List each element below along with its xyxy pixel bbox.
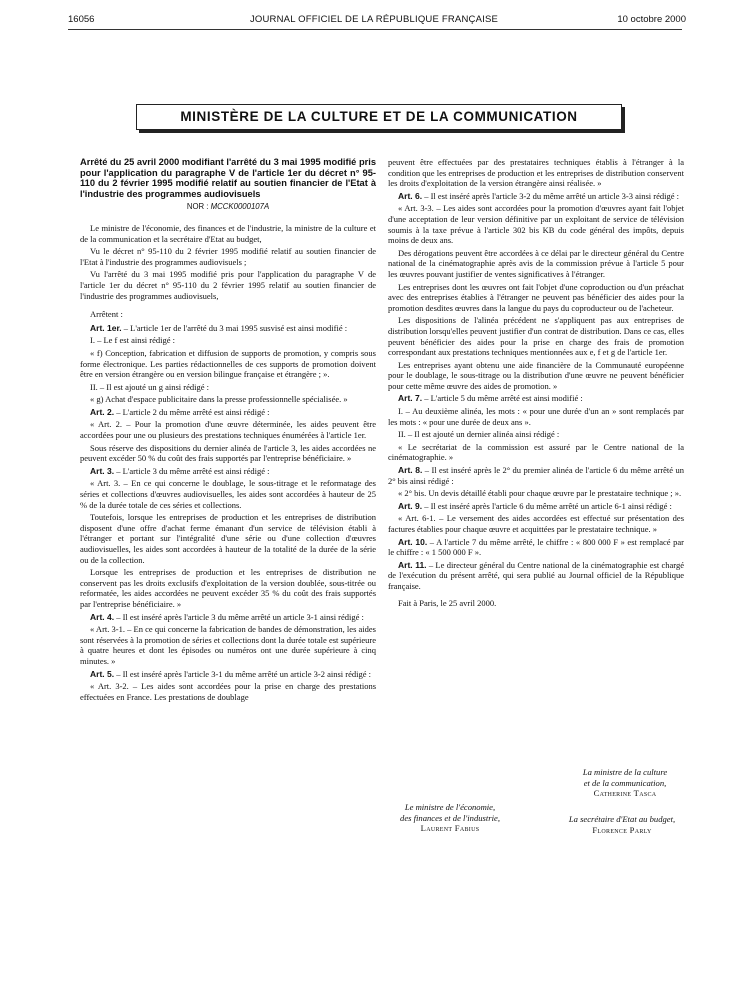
article-number: Art. 6. bbox=[398, 190, 423, 201]
signatory-role: des finances et de l'industrie, bbox=[400, 812, 500, 823]
signatory-name: Catherine Tasca bbox=[593, 788, 657, 799]
paragraph-text: – Il est inséré après l'article 3-2 du même arrêté un article 3-3 ainsi rédigé : bbox=[422, 190, 679, 201]
journal-title: JOURNAL OFFICIEL DE LA RÉPUBLIQUE FRANÇAISE bbox=[249, 14, 499, 25]
signatory-role: et de la communication, bbox=[583, 777, 667, 788]
article-number: Art. 3. bbox=[90, 465, 115, 476]
paragraph-text: – Il est inséré après l'article 6 du même arrêté un article 6-1 ainsi rédigé : bbox=[422, 500, 672, 511]
paragraph-text: Des dérogations peuvent être accordées à ce délai par le directeur général du Centre national de la cinématographie après avis de la commission prévue à l'article 5 pour les œuvres pouvant justifier de ventes significatives à l'étranger. bbox=[388, 247, 684, 279]
paragraph bbox=[80, 443, 376, 464]
paragraph-text: II. – Il est ajouté un g ainsi rédigé : bbox=[90, 381, 209, 392]
paragraph-text: « f) Conception, fabrication et diffusion de supports de promotion, y compris sous forme électronique. Les parties rédactionnelles de ces supports de promotion doivent être en version étrangère ou en version bilingue française et étrangère ; ». bbox=[80, 347, 376, 380]
signatory-name: Florence Parly bbox=[592, 824, 652, 835]
paragraph-text: « g) Achat d'espace publicitaire dans la presse professionnelle spécialisée. » bbox=[90, 394, 348, 405]
paragraph bbox=[388, 598, 684, 609]
paragraph-text: peuvent être effectuées par des prestataires techniques établis à l'étranger à la condition que les entreprises de production et les entreprises de distribution conservent les droits d'exploitation de la version étrangère ainsi réalisée. » bbox=[388, 157, 684, 189]
paragraph bbox=[388, 282, 684, 314]
paragraph-text: – Il est inséré après le 2° du premier alinéa de l'article 6 du même arrêté un 2° bis ainsi rédigé : bbox=[388, 465, 684, 486]
paragraph bbox=[388, 393, 684, 404]
paragraph bbox=[388, 465, 684, 486]
article-number: Art. 10. bbox=[398, 536, 428, 547]
paragraph-text: – A l'article 7 du même arrêté, le chiffre : « 800 000 F » est remplacé par le chiffre : « 1 500 000 F ». bbox=[388, 536, 684, 558]
signatory-role: La secrétaire d'Etat au budget, bbox=[568, 814, 676, 824]
paragraph bbox=[80, 478, 376, 510]
paragraph-text: I. – Le f est ainsi rédigé : bbox=[90, 335, 175, 346]
page-number: 16056 bbox=[68, 14, 95, 25]
paragraph-text: Les dispositions de l'alinéa précédent ne s'appliquent pas aux entreprises de distribution lorsqu'elles peuvent justifier d'un contrat de distribution. Dans ce cas, elles peuvent bénéficier des aides pour la prise en charge des frais de promotion correspondant aux prestations techniques mentionnées aux e, f et g de l'article 1er. bbox=[388, 315, 684, 358]
paragraph bbox=[80, 269, 376, 301]
paragraph-text: « Art. 3-1. – En ce qui concerne la fabrication de bandes de démonstration, les aides sont réservées à la promotion de séries et collections dont la durée totale est supérieure à quatre heures et dont les épisodes ou numéros ont une durée supérieure à cinq minutes. » bbox=[80, 624, 376, 666]
paragraph bbox=[388, 513, 684, 534]
paragraph bbox=[80, 512, 376, 565]
paragraph-text: Sous réserve des dispositions du dernier alinéa de l'article 3, les aides accordées ne peuvent excéder 50 % du coût des frais supportés par l'entreprise bénéficiaire. » bbox=[80, 442, 376, 464]
page-header bbox=[0, 10, 748, 26]
article-number: Art. 4. bbox=[90, 611, 115, 622]
paragraph bbox=[388, 157, 684, 189]
nor-reference bbox=[80, 202, 376, 213]
paragraph-text: « 2° bis. Un devis détaillé établi pour chaque œuvre par le prestataire technique ; ». bbox=[398, 488, 682, 499]
paragraph-text: Le ministre de l'économie, des finances et de l'industrie, la ministre de la culture et de la communication et la secrétaire d'Etat au budget, bbox=[80, 222, 376, 244]
left-column bbox=[80, 157, 376, 704]
paragraph-text: – Il est inséré après l'article 3 du même arrêté un article 3-1 ainsi rédigé : bbox=[114, 611, 364, 622]
paragraph bbox=[388, 488, 684, 499]
nor-code: MCCK0000107A bbox=[210, 202, 270, 212]
paragraph bbox=[388, 191, 684, 202]
paragraph bbox=[388, 360, 684, 392]
signatory-role: Le ministre de l'économie, bbox=[404, 802, 496, 812]
paragraph bbox=[80, 348, 376, 380]
signatory-name: Laurent Fabius bbox=[420, 823, 480, 834]
paragraph bbox=[80, 567, 376, 609]
paragraph-text: – L'article 1er de l'arrêté du 3 mai 1995 susvisé est ainsi modifié : bbox=[121, 322, 348, 333]
paragraph-text: – L'article 3 du même arrêté est ainsi rédigé : bbox=[114, 465, 270, 476]
header-rule bbox=[68, 29, 682, 30]
article-number: Art. 2. bbox=[90, 406, 115, 417]
article-number: Art. 8. bbox=[398, 465, 423, 476]
ministry-banner: MINISTÈRE DE LA CULTURE ET DE LA COMMUNICATION bbox=[136, 104, 622, 130]
paragraph-text: Les entreprises dont les œuvres ont fait l'objet d'une coproduction ou d'un préachat avec des entreprises établies à l'étranger ne peuvent pas bénéficier des aides pour la promotion desdites œuvres dans la langue du pays du coproducteur ou de l'acheteur. bbox=[388, 281, 684, 313]
paragraph bbox=[80, 612, 376, 623]
paragraph bbox=[80, 624, 376, 666]
paragraph-text: Toutefois, lorsque les entreprises de production et les entreprises de distribution disposent d'une offre d'achat ferme émanant d'un service de télévision établi à l'étranger et portant sur l'intégralité d'une série ou d'une collection d'œuvres audiovisuelles, les aides sont accordées à hauteur de la totalité de la durée de la série ou de la collection. bbox=[80, 512, 376, 565]
paragraph-text: Vu l'arrêté du 3 mai 1995 modifié pris pour l'application du paragraphe V de l'article 1er du décret n° 95-110 du 2 février 1995 relatif au soutien financier de l'industrie des programmes audiovisuels, bbox=[80, 269, 376, 301]
paragraph-text: « Art. 2. – Pour la promotion d'une œuvre déterminée, les aides peuvent être accordées pour une ou plusieurs des prestations techniques énumérées à l'article 1er. bbox=[80, 419, 376, 441]
paragraph bbox=[388, 501, 684, 512]
paragraph bbox=[80, 669, 376, 680]
paragraph-text: – Le directeur général du Centre national de la cinématographie est chargé de l'exécution du présent arrêté, qui sera publié au Journal officiel de la République française. bbox=[388, 559, 684, 591]
paragraph bbox=[80, 223, 376, 244]
paragraph bbox=[388, 248, 684, 280]
nor-label: NOR : bbox=[186, 202, 209, 212]
paragraph bbox=[80, 323, 376, 334]
paragraph bbox=[388, 442, 684, 463]
paragraph-text: « Art. 6-1. – Le versement des aides accordées est effectué sur présentation des factures établies pour chaque œuvre et acquittées par le prestataire technique. » bbox=[388, 513, 684, 534]
paragraph-text: « Le secrétariat de la commission est assuré par le Centre national de la cinématographie. » bbox=[388, 441, 684, 463]
paragraph-text: Arrêtent : bbox=[90, 309, 123, 320]
paragraph-text: – L'article 5 du même arrêté est ainsi modifié : bbox=[422, 393, 583, 404]
paragraph-text: – L'article 2 du même arrêté est ainsi rédigé : bbox=[114, 406, 270, 417]
paragraph bbox=[388, 315, 684, 357]
article-number: Art. 7. bbox=[398, 393, 423, 404]
paragraph bbox=[80, 335, 376, 346]
paragraph-text: Vu le décret n° 95-110 du 2 février 1995 modifié relatif au soutien financier de l'Etat à l'industrie des programmes audiovisuels ; bbox=[80, 246, 376, 267]
paragraph-text: « Art. 3. – En ce qui concerne le doublage, le sous-titrage et le reformatage des séries et collections d'œuvres audiovisuelles, les aides sont accordées à hauteur de 25 % de la durée totale de ces séries et collections. bbox=[80, 478, 376, 510]
article-number: Art. 5. bbox=[90, 668, 115, 679]
signature-budget bbox=[522, 814, 722, 835]
paragraph bbox=[388, 560, 684, 592]
paragraph-text: I. – Au deuxième alinéa, les mots : « pour une durée d'un an » sont remplacés par les mots : « pour une durée de deux ans ». bbox=[388, 406, 684, 427]
paragraph-text: « Art. 3-2. – Les aides sont accordées pour la prise en charge des prestations effectuées en France. Les prestations de doublage bbox=[80, 681, 376, 702]
paragraph bbox=[80, 246, 376, 267]
article-number: Art. 1er. bbox=[90, 322, 122, 333]
paragraph bbox=[80, 407, 376, 418]
paragraph bbox=[80, 419, 376, 440]
paragraph bbox=[80, 466, 376, 477]
paragraph-text: Les entreprises ayant obtenu une aide financière de la Communauté européenne pour le doublage, le sous-titrage ou la distribution d'une œuvre ne peuvent bénéficier pour cette même œuvre des aides de promotion. » bbox=[388, 359, 684, 391]
signatory-role: La ministre de la culture bbox=[582, 767, 668, 777]
paragraph bbox=[388, 537, 684, 558]
paragraph bbox=[388, 406, 684, 427]
paragraph bbox=[80, 681, 376, 702]
paragraph bbox=[388, 429, 684, 440]
paragraph-text: II. – Il est ajouté un dernier alinéa ainsi rédigé : bbox=[398, 429, 560, 440]
paragraph bbox=[80, 394, 376, 405]
paragraph-text: Fait à Paris, le 25 avril 2000. bbox=[398, 597, 497, 608]
signature-culture bbox=[540, 767, 710, 799]
paragraph-text: Lorsque les entreprises de production et les entreprises de distribution ne conservent pas les droits exclusifs d'exploitation de la version doublée, sous-titrée ou reformatée, les aides accordées ne peuvent excéder 35 % du coût des frais supportés par l'entreprise bénéficiaire. » bbox=[80, 567, 376, 609]
paragraph bbox=[80, 382, 376, 393]
paragraph bbox=[80, 309, 376, 320]
decree-title: Arrêté du 25 avril 2000 modifiant l'arrêté du 3 mai 1995 modifié pris pour l'application du paragraphe V de l'article 1er du décret n° 95-110 du 2 février 1995 modifié relatif au soutien financier de l'Etat à l'industrie des programmes audiovisuels bbox=[80, 157, 376, 199]
right-column bbox=[388, 157, 684, 610]
paragraph bbox=[388, 203, 684, 245]
paragraph-text: « Art. 3-3. – Les aides sont accordées pour la promotion d'œuvres ayant fait l'objet d'une acceptation de leur version définitive par un exploitant de service de télévision soumis à la taxe prévue à l'article 302 bis KB du code général des impôts, depuis moins de deux ans. bbox=[388, 203, 684, 246]
paragraph-text: – Il est inséré après l'article 3-1 du même arrêté un article 3-2 ainsi rédigé : bbox=[114, 668, 371, 679]
issue-date: 10 octobre 2000 bbox=[617, 14, 686, 25]
article-number: Art. 9. bbox=[398, 500, 423, 511]
article-number: Art. 11. bbox=[398, 559, 427, 570]
signature-economie bbox=[360, 802, 540, 834]
